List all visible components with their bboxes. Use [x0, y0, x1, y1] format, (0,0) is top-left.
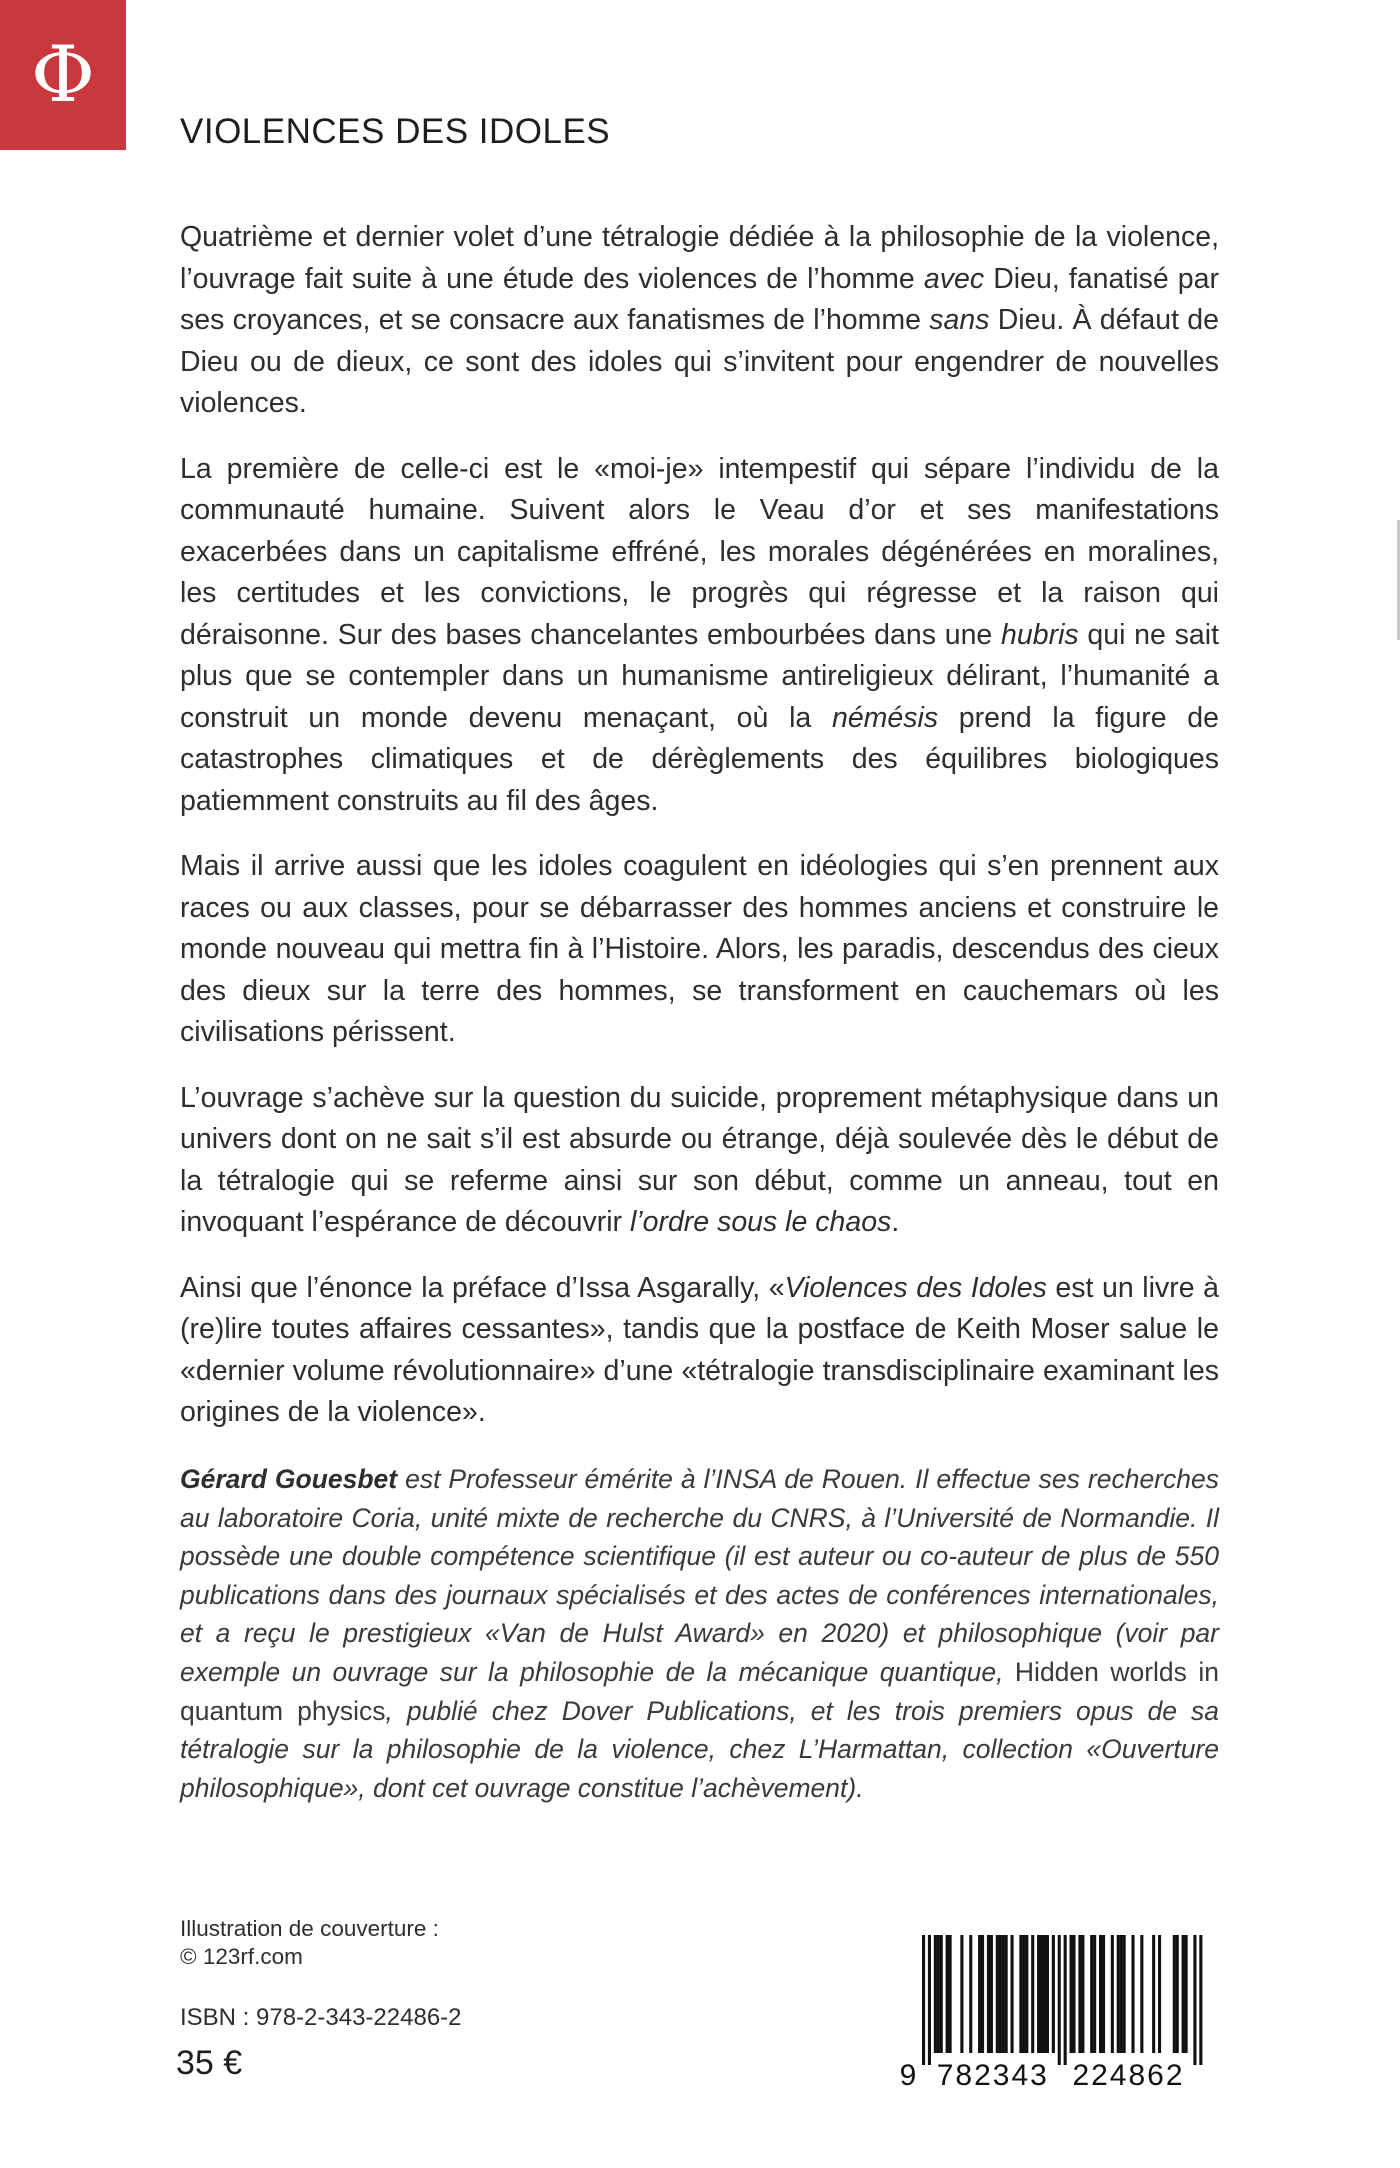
barcode-bar: [1158, 1935, 1161, 2053]
barcode-bar: [987, 1935, 990, 2053]
text-run: Dieu. À défaut de Dieu ou de dieux, ce sont des idoles qui s’invitent pour engendrer de nouvelles violences.: [180, 304, 1220, 419]
barcode-bar: [1152, 1935, 1155, 2053]
barcode: [900, 1935, 1216, 2091]
barcode-right-digits: 224862: [1072, 2059, 1185, 2091]
barcode-bar: [1005, 1935, 1008, 2053]
text-run: Quatrième et dernier volet d’une tétralogie dédiée à la philosophie de la violence, l’ouvrage fait suite à une étude des violences de l’homme: [180, 221, 1219, 295]
barcode-bar: [934, 1935, 937, 2053]
cover-credit-source: © 123rf.com: [180, 1944, 303, 1969]
text-run: Ainsi que l’énonce la préface d’Issa Asgarally, «: [180, 1271, 785, 1304]
barcode-bar: [981, 1935, 984, 2053]
barcode-bar: [1090, 1935, 1093, 2053]
barcode-bar: [1022, 1935, 1025, 2053]
synopsis: [180, 217, 1219, 1434]
barcode-bar: [922, 1935, 925, 2065]
barcode-left-digits: 782343: [936, 2059, 1049, 2091]
barcode-bar: [1043, 1935, 1046, 2053]
barcode-bar: [1002, 1935, 1005, 2053]
barcode-bar: [1120, 1935, 1123, 2053]
barcode-bar: [1111, 1935, 1114, 2053]
barcode-bar: [940, 1935, 943, 2053]
text-run: , publié chez Dover Publications, et les trois premiers opus de sa tétralogie sur la philosophie de la violence, chez L’Harmattan, collection «Ouverture philosophique», dont cet ouvrage constitue l’achèvement).: [180, 1695, 1219, 1803]
barcode-bar: [990, 1935, 993, 2053]
barcode-bar: [949, 1935, 952, 2053]
barcode-bar: [937, 1935, 940, 2053]
barcode-bar: [1131, 1935, 1134, 2053]
book-reference: Hidden worlds in quantum physics: [180, 1656, 1219, 1726]
barcode-bar: [996, 1935, 999, 2053]
synopsis-paragraph-5: [180, 1268, 1219, 1434]
barcode-bar: [1081, 1935, 1084, 2053]
emphasis: némésis: [831, 701, 939, 734]
emphasis: avec: [923, 262, 985, 295]
barcode-bar: [1182, 1935, 1185, 2053]
barcode-bar: [1117, 1935, 1120, 2053]
synopsis-paragraph-3: [180, 846, 1219, 1054]
author-bio: [180, 1460, 1219, 1807]
barcode-bar: [1140, 1935, 1143, 2053]
synopsis-paragraph-4: [180, 1078, 1219, 1244]
barcode-bar: [1019, 1935, 1022, 2053]
text-run: est Professeur émérite à l’INSA de Rouen. Il effectue ses recherches au laboratoire Coria, unité mixte de recherche du CNRS, à l’Université de Normandie. Il possède une double compétence scientifique (il est auteur ou co-auteur de plus de 550 publications dans des journaux spécialisés et des actes de conférences internationales, et a reçu le prestigieux «Van de Hulst Award» en 2020) et philosophique (voir par exemple un ouvrage sur la philosophie de la mécanique quantique,: [180, 1464, 1219, 1687]
isbn: ISBN : 978-2-343-22486-2: [180, 2004, 462, 2031]
emphasis: l’ordre sous le chaos: [629, 1206, 892, 1238]
barcode-bar: [1078, 1935, 1081, 2053]
barcode-bar: [969, 1935, 972, 2053]
barcode-bar: [1046, 1935, 1049, 2053]
text-run: L’ouvrage s’achève sur la question du suicide, proprement métaphysique dans un univers dont on ne sait s’il est absurde ou étrange, déjà soulevée dès le début de la tétralogie qui se referme ainsi sur son début, comme un anneau, tout en invoquant l’espérance de découvrir: [180, 1081, 1219, 1238]
text-run: est un livre à (re)lire toutes affaires cessantes», tandis que la postface de Keith Moser salue le «dernier volume révolutionnaire» d’une «tétralogie transdisciplinaire examinant les origines de la violence».: [180, 1271, 1219, 1428]
ean13-barcode-graphic: [900, 1935, 1216, 2091]
barcode-bar: [1070, 1935, 1073, 2053]
barcode-bar: [1064, 1935, 1067, 2065]
barcode-bar: [1193, 1935, 1196, 2065]
barcode-bar: [1173, 1935, 1176, 2053]
author-name: Gérard Gouesbet: [180, 1464, 398, 1494]
barcode-bar: [960, 1935, 963, 2053]
text-run: Mais il arrive aussi que les idoles coagulent en idéologies qui s’en prennent aux races ou aux classes, pour se débarrasser des hommes anciens et construire le monde nouveau qui mettra fin à l’Histoire. Alors, les paradis, descendus des cieux des dieux sur la terre des hommes, se transforment en cauchemars où les civilisations périssent.: [180, 850, 1219, 1048]
barcode-bar: [1031, 1935, 1034, 2053]
barcode-bar: [1185, 1935, 1188, 2053]
phi-logo-icon: Φ: [31, 30, 95, 120]
emphasis: hubris: [1001, 618, 1079, 651]
emphasis: Violences des Idoles: [784, 1271, 1047, 1304]
text-run: La première de celle-ci est le «moi-je» intempestif qui sépare l’individu de la communauté humaine. Suivent alors le Veau d’or et ses manifestations exacerbées dans un capitalisme effréné, les morales dégénérées en moralines, les certitudes et les convictions, le progrès qui régresse et la raison qui déraisonne. Sur des bases chancelantes embourbées dans une: [180, 452, 1219, 651]
cover-credit-label: Illustration de couverture :: [180, 1916, 439, 1941]
barcode-bar: [1052, 1935, 1055, 2053]
synopsis-paragraph-2: [180, 449, 1219, 823]
barcode-bar: [1123, 1935, 1126, 2053]
emphasis: sans: [929, 304, 990, 336]
text-run: Dieu, fanatisé par ses croyances, et se consacre aux fanatismes de l’homme: [180, 262, 1219, 336]
text-run: qui ne sait plus que se contempler dans un humanisme antireligieux délirant, l’humanité a construit un monde devenu menaçant, où la: [180, 618, 1219, 734]
barcode-bar: [1102, 1935, 1105, 2053]
barcode-bar: [1025, 1935, 1028, 2053]
text-run: prend la figure de catastrophes climatiques et de dérèglements des équilibres biologiques patiemment construits au fil des âges.: [180, 701, 1219, 817]
barcode-bar: [999, 1935, 1002, 2053]
barcode-bar: [978, 1935, 981, 2053]
book-title: VIOLENCES DES IDOLES: [180, 112, 611, 151]
barcode-bar: [1099, 1935, 1102, 2053]
barcode-bar: [1011, 1935, 1014, 2053]
cover-credit: [180, 1915, 439, 1971]
barcode-bar: [1058, 1935, 1061, 2065]
barcode-bar: [946, 1935, 949, 2053]
barcode-first-digit: 9: [900, 2059, 919, 2091]
barcode-bar: [1093, 1935, 1096, 2053]
barcode-bar: [1199, 1935, 1202, 2065]
synopsis-paragraph-1: [180, 217, 1219, 425]
barcode-bar: [1040, 1935, 1043, 2053]
barcode-bar: [1037, 1935, 1040, 2053]
barcode-bar: [1176, 1935, 1179, 2053]
barcode-bar: [1072, 1935, 1075, 2053]
price: 35 €: [176, 2044, 243, 2082]
text-run: .: [891, 1206, 900, 1238]
barcode-bar: [928, 1935, 931, 2065]
publisher-logo: [0, 0, 126, 150]
